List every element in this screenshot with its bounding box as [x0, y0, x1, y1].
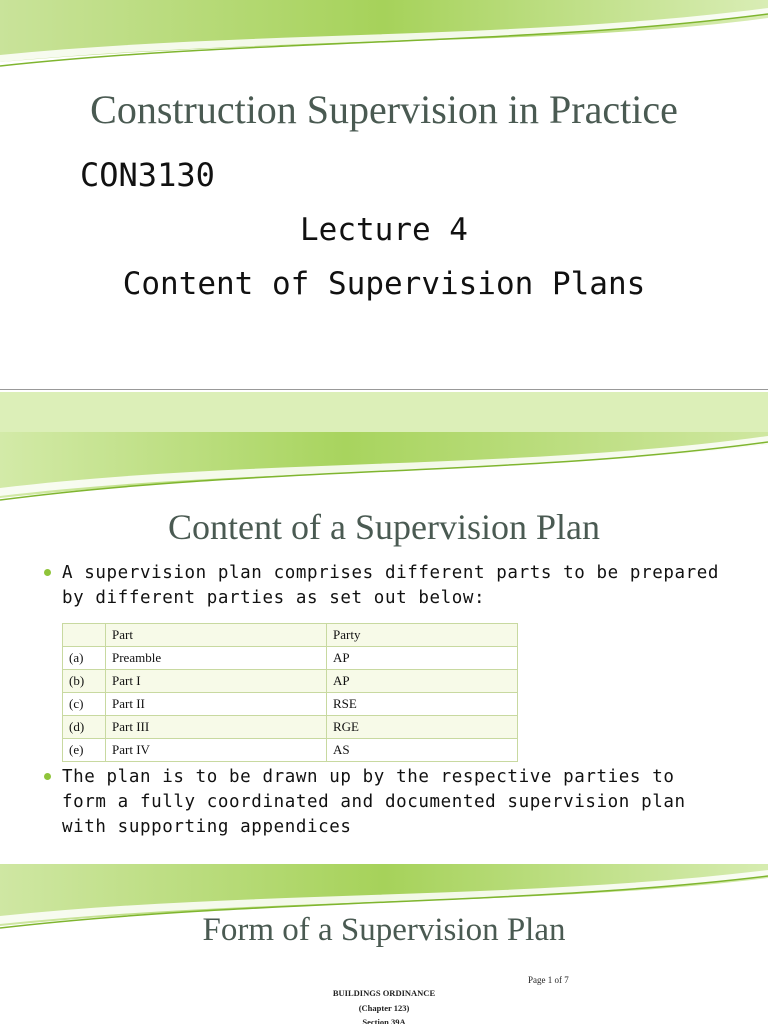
table-header-cell: Party — [327, 624, 518, 647]
bullet-dot-icon — [44, 569, 51, 576]
table-cell: Preamble — [106, 647, 327, 670]
table-cell: AS — [327, 739, 518, 762]
bullet-text: A supervision plan comprises different parts to be prepared by different parties as set out below: — [62, 563, 720, 608]
slide-3 — [0, 864, 768, 1024]
slide-1-divider — [0, 389, 768, 390]
slide-1-title: Construction Supervision in Practice — [90, 87, 678, 132]
document-section: Section 39A — [362, 1017, 406, 1024]
table-cell: RSE — [327, 693, 518, 716]
table-row — [63, 716, 518, 739]
table-row — [63, 693, 518, 716]
parts-table — [62, 623, 518, 762]
table-cell: (b) — [63, 670, 106, 693]
table-header-row — [63, 624, 518, 647]
table-cell: AP — [327, 647, 518, 670]
table-cell: Part I — [106, 670, 327, 693]
slide-2-green-band — [0, 392, 768, 504]
table-cell: (c) — [63, 693, 106, 716]
slide-2-title: Content of a Supervision Plan — [168, 507, 600, 547]
table-cell: (e) — [63, 739, 106, 762]
slide-1 — [0, 0, 768, 390]
bullet-dot-icon — [44, 773, 51, 780]
table-cell: (d) — [63, 716, 106, 739]
document-chapter: (Chapter 123) — [358, 1003, 410, 1013]
table-cell: RGE — [327, 716, 518, 739]
table-header-cell: Part — [106, 624, 327, 647]
table-cell: Part II — [106, 693, 327, 716]
table-row — [63, 670, 518, 693]
table-cell: (a) — [63, 647, 106, 670]
table-header-cell — [63, 624, 106, 647]
table-cell: Part III — [106, 716, 327, 739]
document-title: BUILDINGS ORDINANCE — [332, 988, 436, 998]
page-label: Page 1 of 7 — [528, 975, 569, 985]
table-cell: AP — [327, 670, 518, 693]
table-row — [63, 647, 518, 670]
table-cell: Part IV — [106, 739, 327, 762]
slide-1-green-band — [0, 0, 768, 80]
lecture-number: Lecture 4 — [300, 212, 468, 248]
bullet-item — [44, 765, 724, 840]
course-code: CON3130 — [80, 156, 215, 194]
table-row — [63, 739, 518, 762]
slide-1-subtitle: Content of Supervision Plans — [122, 266, 646, 302]
slide-3-title: Form of a Supervision Plan — [202, 912, 566, 948]
bullet-item — [44, 561, 724, 611]
bullet-text: The plan is to be drawn up by the respective parties to form a fully coordinated and documented supervision plan with supporting appendices — [62, 767, 686, 837]
